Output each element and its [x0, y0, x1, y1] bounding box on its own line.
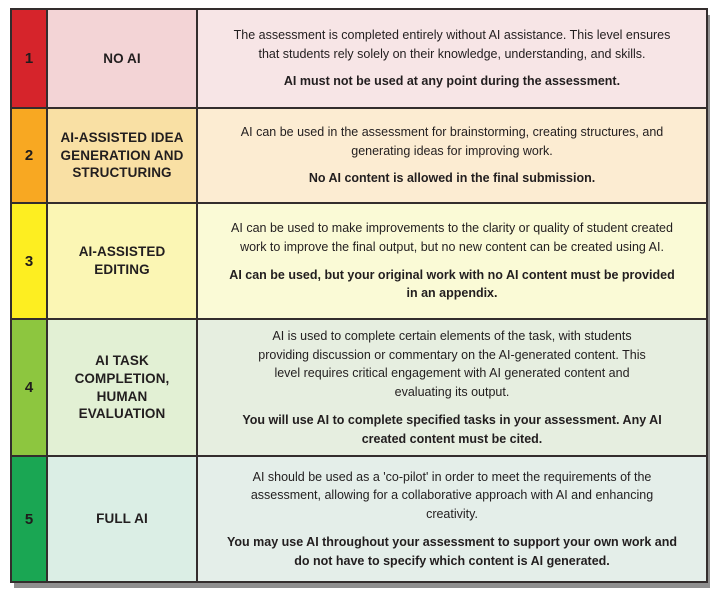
level-number-cell: 3 [12, 204, 48, 318]
rule-text: AI must not be used at any point during the assessment. [283, 74, 621, 89]
description-text: AI can be used in the assessment for brainstorming, creating structures, and generating ideas for improving work. [240, 124, 664, 158]
table-row [12, 457, 706, 581]
table-row [12, 109, 706, 204]
level-description-cell [198, 457, 706, 581]
level-label-cell: NO AI [48, 10, 198, 107]
level-label-cell: AI TASK COMPLETION, HUMAN EVALUATION [48, 320, 198, 455]
level-number-cell: 2 [12, 109, 48, 202]
description-text: The assessment is completed entirely without AI assistance. This level ensures that students rely solely on their knowledge, understanding, and skills. [233, 27, 671, 61]
rule-text: You may use AI throughout your assessment to support your own work and do not have to specify which content is AI generated. [226, 534, 678, 568]
table-row [12, 320, 706, 457]
table-row [12, 10, 706, 109]
level-number-cell: 4 [12, 320, 48, 455]
level-label-cell: AI-ASSISTED IDEA GENERATION AND STRUCTURING [48, 109, 198, 202]
level-description-cell [198, 320, 706, 455]
level-label-cell: AI-ASSISTED EDITING [48, 204, 198, 318]
description-text: AI can be used to make improvements to the clarity or quality of student created work to improve the final output, but no new content can be created using AI. [231, 221, 673, 254]
rule-text: No AI content is allowed in the final submission. [308, 171, 596, 186]
description-text: AI should be used as a 'co-pilot' in order to meet the requirements of the assessment, allowing for a collaborative approach with AI and enhancing creativity. [250, 469, 654, 522]
level-label-cell: FULL AI [48, 457, 198, 581]
rule-text: AI can be used, but your original work with no AI content must be provided in an appendix. [229, 267, 675, 301]
ai-assessment-scale-table [10, 8, 708, 583]
description-text: AI is used to complete certain elements of the task, with students providing discussion or commentary on the AI-generated content. This level requires critical engagement with AI generated content and evaluating its output. [258, 328, 646, 399]
level-description-cell [198, 109, 706, 202]
level-description-cell [198, 10, 706, 107]
level-description-cell [198, 204, 706, 318]
table-row [12, 204, 706, 320]
level-number-cell: 1 [12, 10, 48, 107]
rule-text: You will use AI to complete specified tasks in your assessment. Any AI created content must be cited. [242, 412, 662, 446]
level-number-cell: 5 [12, 457, 48, 581]
